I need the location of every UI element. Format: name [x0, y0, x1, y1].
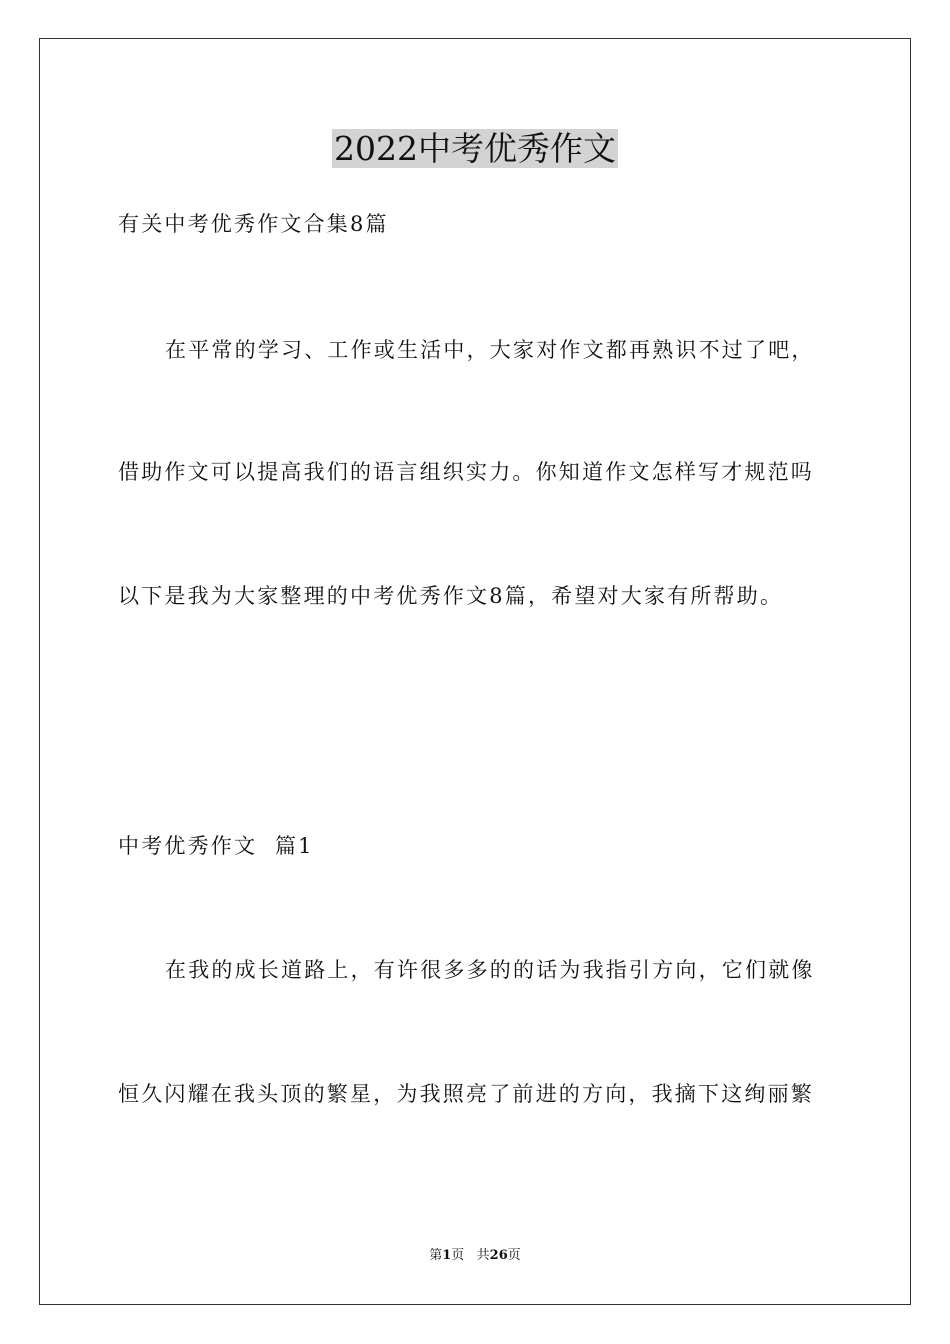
- intro-line-3: 以下是我为大家整理的中考优秀作文8篇，希望对大家有所帮助。: [118, 584, 784, 608]
- intro-line-1: 在平常的学习、工作或生活中，大家对作文都再熟识不过了吧，: [165, 338, 815, 362]
- document-subtitle: 有关中考优秀作文合集8篇: [118, 212, 389, 236]
- intro-line-2: 借助作文可以提高我们的语言组织实力。你知道作文怎样写才规范吗: [118, 460, 814, 484]
- document-title-text: 2022中考优秀作文: [334, 129, 616, 168]
- body-line-2: 恒久闪耀在我头顶的繁星，为我照亮了前进的方向，我摘下这绚丽繁: [118, 1082, 814, 1106]
- body-line-1: 在我的成长道路上，有许很多多的的话为我指引方向，它们就像: [165, 958, 815, 982]
- footer-page-prefix: 第: [429, 1248, 443, 1263]
- footer-total-pages: 26: [489, 1248, 508, 1263]
- page-footer: [0, 1247, 950, 1265]
- document-title: [0, 127, 950, 171]
- section-heading: 中考优秀作文 篇1: [118, 834, 314, 858]
- footer-current-page: 1: [442, 1248, 452, 1263]
- footer-page-mid: 页 共: [451, 1248, 490, 1263]
- footer-page-suffix: 页: [507, 1248, 521, 1263]
